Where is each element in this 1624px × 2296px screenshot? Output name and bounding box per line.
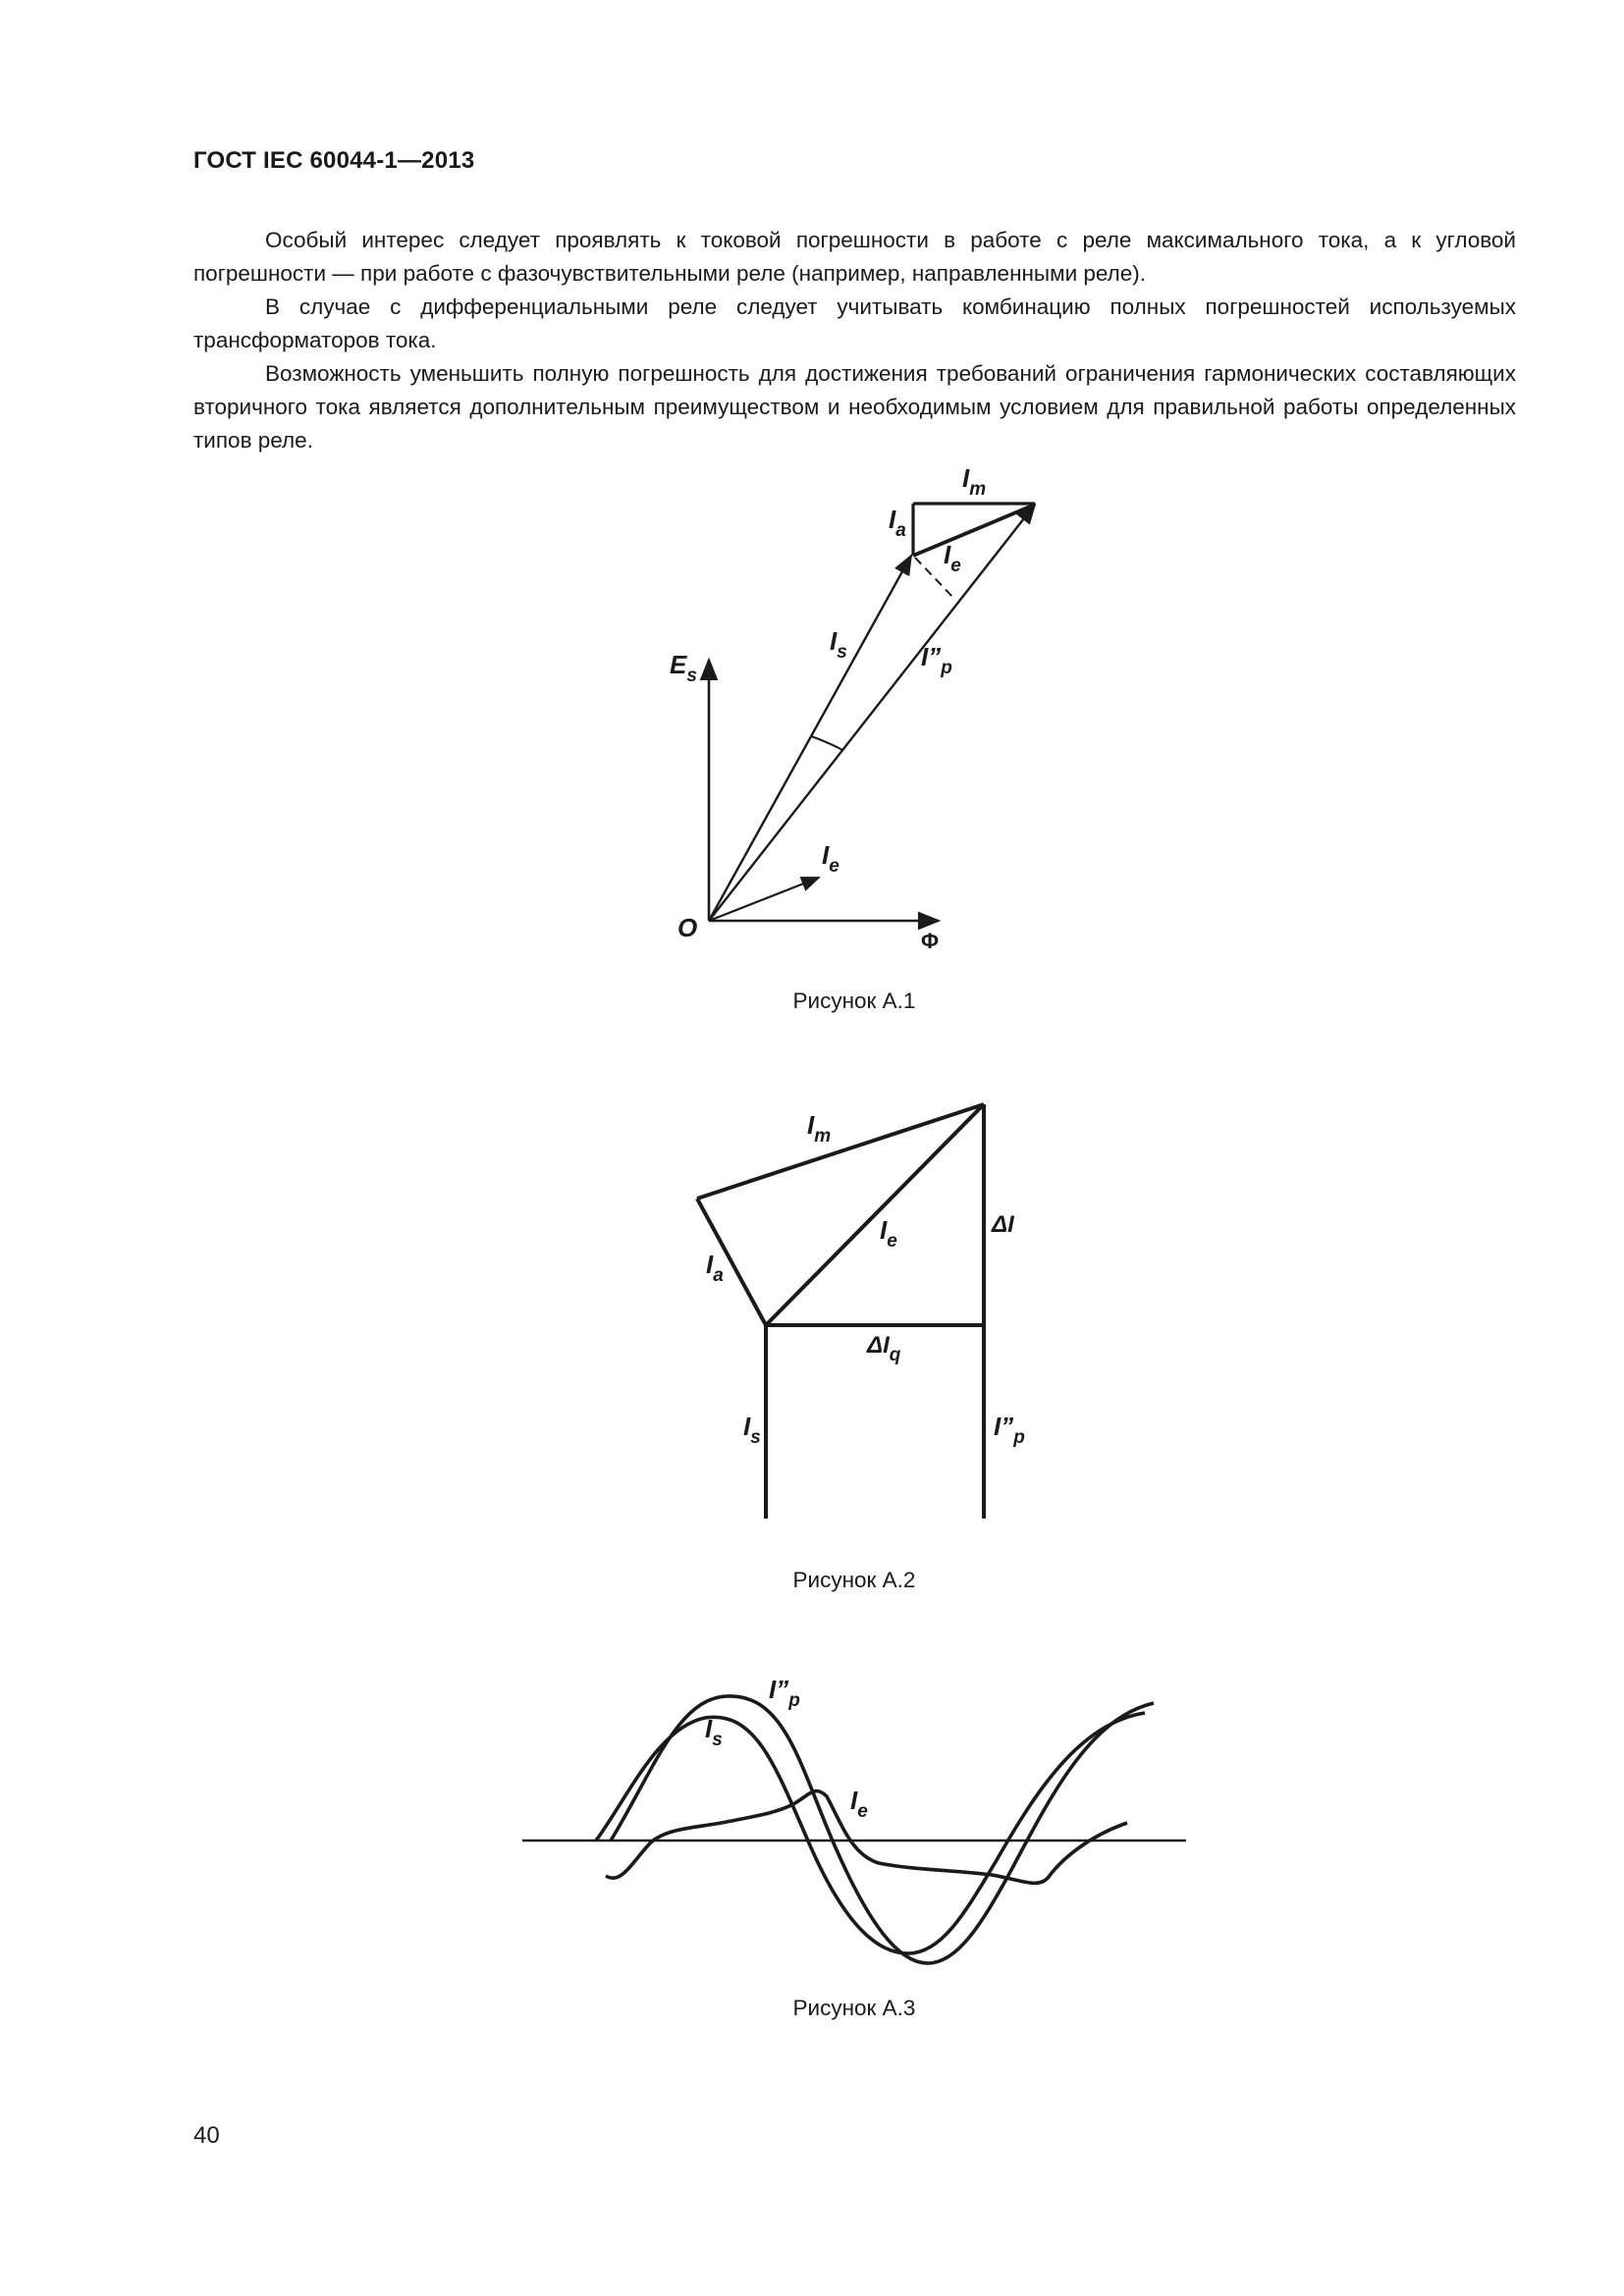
label-im: Im [807, 1110, 832, 1147]
figure-a1-caption: Рисунок А.1 [792, 988, 916, 1013]
label-ip: I”p [769, 1675, 800, 1711]
label-ip: I”p [994, 1412, 1025, 1448]
figure-a3-caption: Рисунок А.3 [792, 1996, 916, 2020]
paragraph-1: Особый интерес следует проявлять к токовой погрешности в работе с реле максимального тока, а к угловой погрешности — при работе с фазочувствительными реле (например, направленными реле). [193, 228, 1516, 286]
label-phi: Φ [921, 929, 940, 953]
label-origin: O [677, 913, 698, 942]
label-is: Is [743, 1412, 761, 1448]
label-is: Is [705, 1714, 723, 1750]
label-ie: Ie [880, 1215, 897, 1252]
label-ie: Ie [850, 1786, 868, 1822]
page-number: 40 [193, 2122, 220, 2149]
paragraph-3: Возможность уменьшить полную погрешность для достижения требований ограничения гармонических составляющих вторичного тока является дополнительным преимуществом и необходимым условием для правильной работы определенных типов реле. [193, 361, 1516, 453]
figure-a2-caption: Рисунок А.2 [792, 1568, 916, 1592]
label-ia: Ia [706, 1250, 724, 1286]
label-es: Es [670, 650, 697, 686]
label-ip: I”p [921, 642, 952, 678]
label-ie-low: Ie [822, 840, 839, 877]
label-is: Is [830, 626, 847, 663]
label-ia: Ia [889, 505, 906, 541]
document-header: ГОСТ IEC 60044-1—2013 [193, 147, 475, 174]
label-ie-top: Ie [944, 540, 961, 576]
ip-waveform [611, 1696, 1154, 1963]
paragraph-2: В случае с дифференциальными реле следует учитывать комбинацию полных погрешностей используемых трансформаторов тока. [193, 294, 1516, 352]
label-im: Im [962, 463, 987, 500]
label-di: ΔI [992, 1211, 1014, 1238]
label-diq: ΔIq [867, 1332, 901, 1365]
